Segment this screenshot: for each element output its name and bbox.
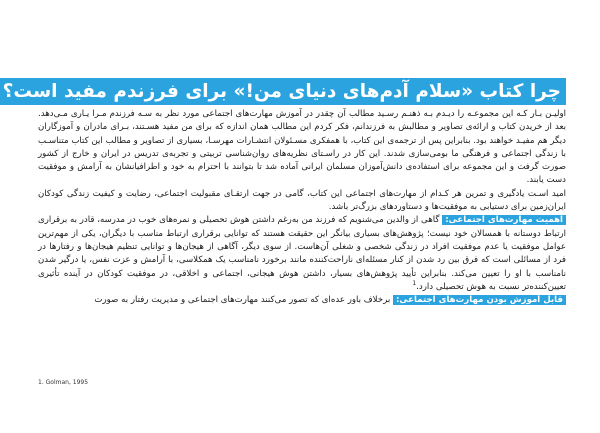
intro-paragraph-1: اولیـن بـار کـه این مجموعـه را دیـدم بـه ذهنـم رسـید مطالب آن چقدر در آموزش مهارت‌های اجتماعی مورد نظر به سـه فرزندم مـرا یـاری مـی‌دهد. بعد از خریدن کتاب و ارائه‌ی تصاویر و مطالبش به فرزندانم، فکر کردم این مطالب همان اندازه که برای من مفید هسـتند، بـرای مادران و آموزگاران دیگر هم مفیـد خواهند بود. بنابراین پس از ترجمه‌ی این کتاب، با همفکری مسـئولان انتشـارات مهرسـا، بسیاری از تصاویر و مطالب این کتاب متناسـب با زندگی اجتماعی و فرهنگی ما بومی‌سازی شدند. این کار در راسـتای نظریه‌های روان‌شناسی تربیتی و تجربه‌ی تدریس در ایران و خارج از کشور صورت گرفت و این مجموعه برای استفاده‌ی دانش‌آموزان مسلمان ایرانی آماده شد تا بتوانند با احترام به خود و اطرافیانشان به آرامش و موفقیت دست یابند. [38,109,566,186]
section-importance [38,214,566,294]
intro-paragraph-2: امید اسـت یادگیری و تمرین هر کـدام از مهارت‌های اجتماعی این کتاب، گامی در جهت ارتقـای مقبولیت اجتماعی، رضایت و کیفیت زندگی کودکان ایران‌زمین برای دستیابی به موفقیت‌ها و دستاوردهای بزرگ‌تر باشد. [38,188,566,213]
body-text [38,108,566,307]
section-teachable [38,294,566,307]
footnote: 1. Golman, 1995 [38,379,89,386]
footnote-marker: 1 [412,280,417,287]
section-importance-text: گاهی از والدین می‌شنویم که فرزند من به‌رغم داشتن هوش تحصیلی و نمره‌های خوب در مدرسه، قادر به برقراری ارتباط دوستانه با همسالان خود نیست؛ پژوهش‌های بسیاری بیانگر این حقیقت هستند که توانایی برقراری ارتباط مناسب با دیگران، یکی از مهم‌ترین عوامل موفقیت یا عدم موفقیت افراد در زندگی شخصی و شغلی آن‌هاست. از سوی دیگر، آگاهی از هیجان‌ها و توانایی تنظیم هیجان‌ها و رفتارها در فرد از مسائلی است که فرق بین رد شدن از کنار مسئله‌ای ناراحت‌کننده مانند برخورد نامناسب یک همکلاسی، با آرامش و عزت نفس، یا درگیر شدن نامناسب با او را تعیین می‌کند. بنابراین تأیید پژوهش‌های بسیار، داشتن هوش هیجانی، اجتماعی و اخلاقی، در موفقیت کودکان در آینده تأثیری تعیین‌کننده‌تر نسبت به هوش تحصیلی دارد. [38,215,566,292]
section-heading-teachable: قابل آموزش بودن مهارت‌های اجتماعی: [393,295,566,305]
section-heading-importance: اهمیت مهارت‌های اجتماعی: [442,215,566,225]
page-title: چرا کتاب «سلام آدم‌های دنیای من!» برای فرزندم مفید است؟ [0,78,566,105]
section-teachable-text: برخلاف باور عده‌ای که تصور می‌کنند مهارت‌های اجتماعی و مدیریت رفتار به صورت [94,295,391,306]
title-bar [2,78,566,105]
